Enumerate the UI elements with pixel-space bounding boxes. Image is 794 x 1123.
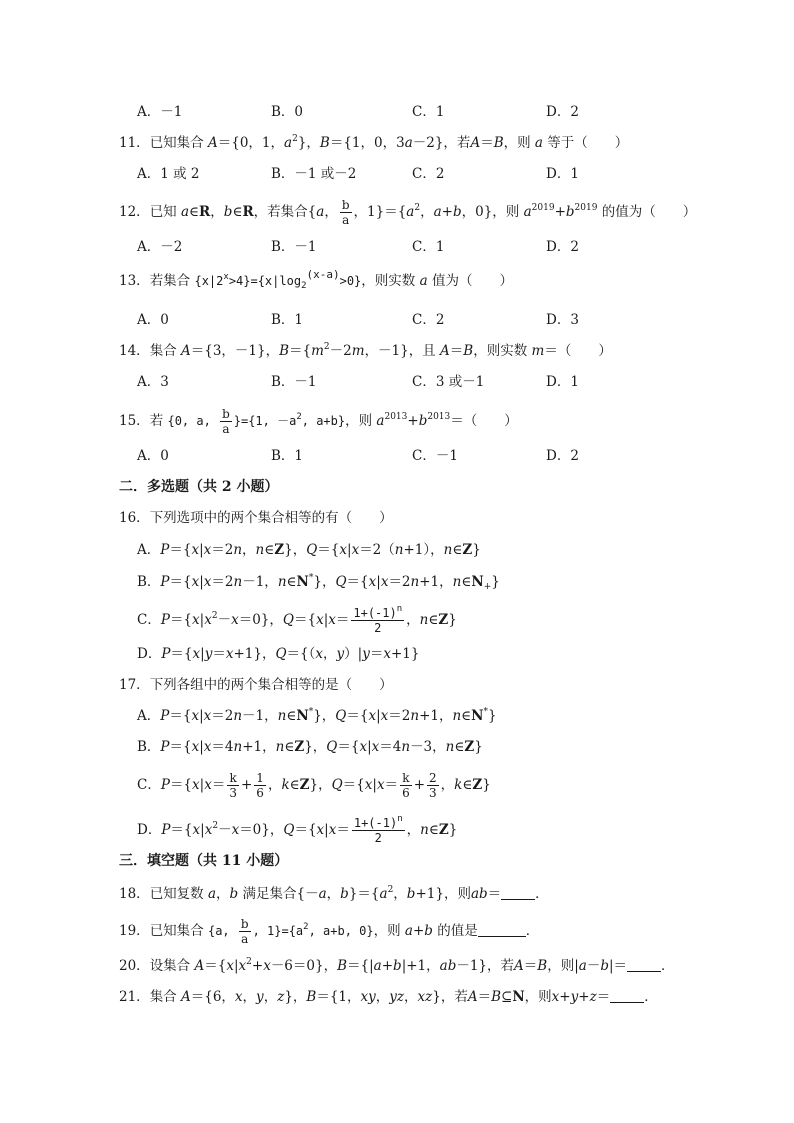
q17-stem: 17．下列各组中的两个集合相等的是（ ） [119,677,393,693]
q18-stem: 18．已知复数 a，b 满足集合{－a，$b\}=\{a^2$，b+1}，则ab＝ ． [119,885,549,902]
q16-stem: 16．下列选项中的两个集合相等的有（ ） [119,510,393,526]
q15-option-d: D．2 [546,448,579,464]
q10-option-a: A．－1 [137,104,183,120]
q15-option-c: C．－1 [412,448,458,464]
q19-answer-blank[interactable] [478,924,526,937]
q14-option-b: B．－1 [271,374,317,390]
q14-stem: 14．集合 A＝{3，－1}，$B=\{m^2-2m$，－1}，且 A＝B，则实数 m＝（ ） [119,342,612,359]
q19-stem: 19．已知集合 {a, $\frac{b}{a}$ , $1\}=\{a^2$, a+b, 0}，则 a+b 的值是 ． [119,917,540,946]
q18-answer-blank[interactable] [501,887,535,900]
q21-answer-blank[interactable] [610,990,644,1003]
q16-option-d: D．P＝{x|y＝x+1}，Q＝{（x，y）|y＝x+1} [137,646,420,662]
section-heading-fill-blank: 三．填空题（共 11 小题） [119,853,289,869]
q14-option-c: C．3 或－1 [412,374,485,390]
q12-option-a: A．－2 [137,239,183,255]
q10-option-c: C．1 [412,104,445,120]
q14-option-d: D．1 [546,374,579,390]
q16-option-c: C．$P=\{x|x^2-x=0\}$，Q＝{x|x＝ $\frac{1+(-1)^n}{2}$ ，n∈Z} [137,604,457,635]
q15-option-b: B．1 [271,448,304,464]
q16-option-a: A．P＝{x|x＝2n，n∈Z}，Q＝{x|x＝2（n+1），n∈Z} [137,542,481,558]
q12-option-d: D．2 [546,239,579,255]
q13-option-c: C．2 [412,312,445,328]
q17-option-a: A．P＝{x|x＝2n－1，n∈N*}，Q＝{x|x＝2n+1，n∈N*} [137,707,497,724]
section-heading-multi-choice: 二．多选题（共 2 小题） [119,479,279,495]
q12-stem: 12．已知 a∈R，b∈R，若集合{a， $\frac{b}{a}$ ，$1\}=\{a^2$，a+b，0}，则 $a^{2019}+b^{2019}$ 的值为（ ） [119,198,697,227]
q12-option-b: B．－1 [271,239,317,255]
q10-option-d: D．2 [546,104,579,120]
q17-option-d: D．$P=\{x|x^2-x=0\}$，Q＝{x|x＝ $\frac{1+(-1)^n}{2}$ ，n∈Z} [137,814,458,845]
q13-option-a: A．0 [137,312,169,328]
q20-answer-blank[interactable] [627,959,661,972]
q11-option-a: A．1 或 2 [137,166,200,182]
q14-option-a: A．3 [137,374,169,390]
q10-option-b: B．0 [271,104,304,120]
q13-option-b: B．1 [271,312,304,328]
q20-stem: 20．设集合 $A=\{x|x^2+x-6=0\}$，B＝{|a+b|+1，ab－1}，若A＝B，则|a－b|＝ ． [119,957,675,974]
q11-option-b: B．－1 或－2 [271,166,357,182]
q17-option-c: C．P＝{x|x＝ $\frac{k}{3}$ + $\frac{1}{6}$ ，k∈Z}，Q＝{x|x＝ $\frac{k}{6}$ + $\frac{2}{3}$ ，k∈Z} [137,771,491,800]
q21-stem: 21．集合 A＝{6，x，y，z}，B＝{1，xy，yz，xz}，若A＝B⊆N，则x+y+z＝ ． [119,989,658,1005]
q13-option-d: D．3 [546,312,579,328]
q16-option-b: B．P＝{x|x＝2n－1，n∈N*}，Q＝{x|x＝2n+1，$n\in N_+$} [137,573,500,592]
q11-option-c: C．2 [412,166,445,182]
q11-option-d: D．1 [546,166,579,182]
q13-stem: 13．若集合 $\{x|2^x>4\}=\{x|\log_2(x-a)>0\}$，则实数 a 值为（ ） [119,268,513,291]
q17-option-b: B．P＝{x|x＝4n+1，n∈Z}，Q＝{x|x＝4n－3，n∈Z} [137,739,483,755]
q15-option-a: A．0 [137,448,169,464]
q11-stem: 11．已知集合 A＝{0，1，$a^2$}，B＝{1，0，3a－2}，若A＝B，则 a 等于（ ） [119,134,629,151]
q15-stem: 15．若 {0, a, $\frac{b}{a}$ }={1, $-a^2$, a+b}，则 $a^{2013}+b^{2013}=$（ ） [119,407,518,436]
q12-option-c: C．1 [412,239,445,255]
